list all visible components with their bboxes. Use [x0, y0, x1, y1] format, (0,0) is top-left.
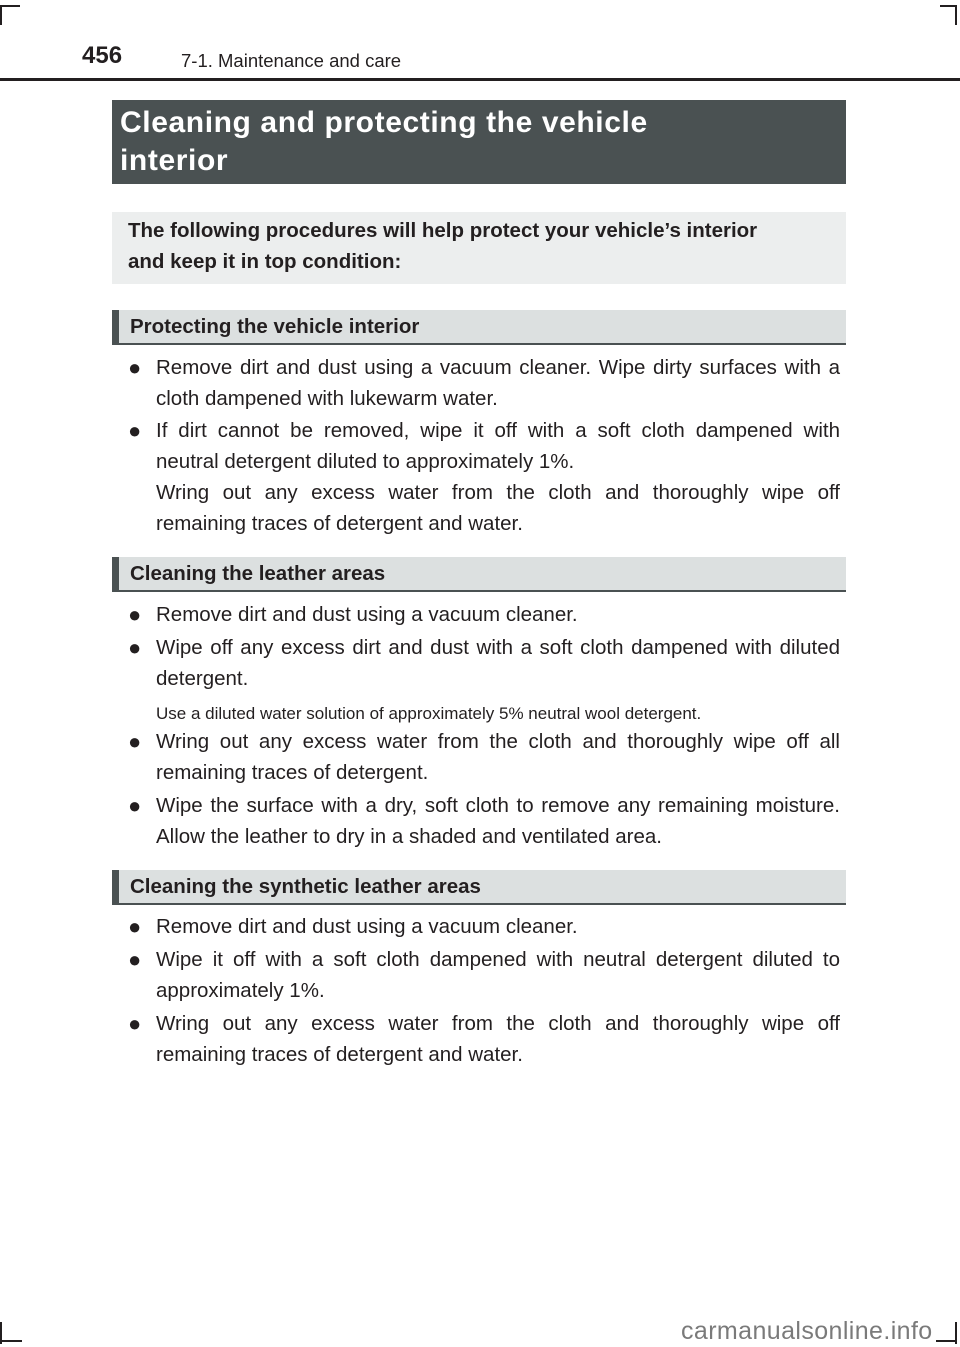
section-heading — [112, 870, 846, 905]
title-line: Cleaning and protecting the vehicle — [120, 106, 648, 139]
crop-mark — [0, 1340, 22, 1342]
bullet-icon: ● — [128, 947, 142, 972]
section-heading — [112, 310, 846, 345]
section-heading-text: Cleaning the synthetic leather areas — [130, 875, 481, 898]
crop-mark — [936, 1340, 956, 1342]
bullet-icon: ● — [128, 914, 142, 939]
list-item-text: If dirt cannot be removed, wipe it off with a soft cloth dampened with neutral detergent diluted to approximately 1%. — [156, 419, 840, 473]
list-item — [128, 790, 840, 852]
crop-mark — [955, 5, 957, 25]
crop-mark — [0, 5, 2, 25]
header-rule — [0, 78, 960, 81]
list-item — [128, 1008, 840, 1070]
list-item-text: Wring out any excess water from the cloth and thoroughly wipe off remaining traces of detergent and water. — [156, 1012, 840, 1066]
list-item — [128, 415, 840, 539]
crop-mark — [940, 5, 957, 7]
list-item-text: Remove dirt and dust using a vacuum cleaner. Wipe dirty surfaces with a cloth dampened with lukewarm water. — [156, 356, 840, 410]
intro-line: The following procedures will help protect your vehicle’s interior — [128, 219, 758, 242]
note-text: Use a diluted water solution of approximately 5% neutral wool detergent. — [156, 704, 702, 723]
bullet-icon: ● — [128, 355, 142, 380]
list-item-continuation: Wring out any excess water from the cloth and thoroughly wipe off remaining traces of detergent and water. — [156, 481, 840, 535]
intro-box — [112, 212, 846, 284]
bullet-icon: ● — [128, 635, 142, 660]
list-item — [128, 911, 840, 942]
list-item-text: Remove dirt and dust using a vacuum cleaner. — [156, 915, 578, 938]
page-title — [112, 100, 846, 184]
list-item-text: Wipe off any excess dirt and dust with a soft cloth dampened with diluted detergent. — [156, 636, 840, 690]
section-heading-text: Cleaning the leather areas — [130, 562, 386, 585]
section-heading-text: Protecting the vehicle interior — [130, 315, 420, 338]
list-item — [128, 599, 840, 630]
page-header — [0, 40, 960, 84]
list-item — [128, 944, 840, 1006]
list-item — [128, 726, 840, 788]
list-item-text: Wring out any excess water from the cloth and thoroughly wipe off all remaining traces of detergent. — [156, 730, 840, 784]
crop-mark — [0, 5, 20, 7]
list-item-text: Wipe it off with a soft cloth dampened with neutral detergent diluted to approximately 1%. — [156, 948, 840, 1002]
list-item — [128, 632, 840, 694]
section-heading — [112, 557, 846, 592]
list-item-text: Wipe the surface with a dry, soft cloth to remove any remaining moisture. Allow the leather to dry in a shaded and ventilated area. — [156, 794, 840, 848]
bullet-icon: ● — [128, 793, 142, 818]
bullet-icon: ● — [128, 602, 142, 627]
bullet-icon: ● — [128, 729, 142, 754]
page-number: 456 — [82, 42, 123, 69]
list-item-text: Remove dirt and dust using a vacuum cleaner. — [156, 603, 578, 626]
bullet-icon: ● — [128, 418, 142, 443]
intro-line: and keep it in top condition: — [128, 250, 402, 273]
watermark: carmanualsonline.info — [681, 1317, 933, 1345]
section-reference: 7-1. Maintenance and care — [181, 50, 402, 71]
list-item — [128, 352, 840, 414]
title-line: interior — [120, 144, 229, 177]
bullet-icon: ● — [128, 1011, 142, 1036]
